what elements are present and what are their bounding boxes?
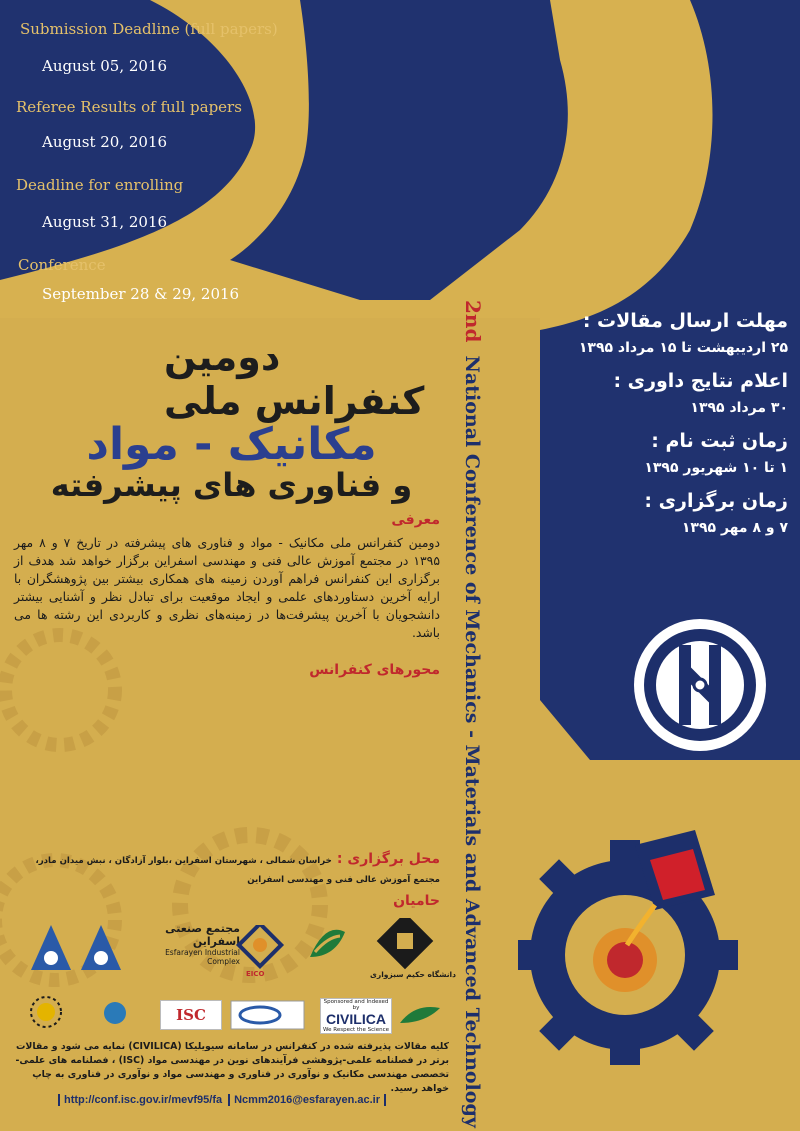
- sponsor-label-eic-fa: مجتمع صنعتی اسفراین: [165, 922, 240, 948]
- eico-logo-icon: [235, 925, 285, 970]
- sponsor-label-isc: ISC: [160, 1000, 222, 1030]
- topics-heading: محورهای کنفرانس: [309, 662, 440, 678]
- vertical-title-text: National Conference of Mechanics - Materials and Advanced Technology: [461, 355, 483, 1128]
- hakim-sabzevari-logo-icon: [375, 918, 435, 970]
- fa-date-value-enrolling: ۱ تا ۱۰ شهریور ۱۳۹۵: [644, 460, 788, 476]
- esfarayen-industrial-logo: [140, 922, 240, 966]
- website-link[interactable]: http://conf.isc.gov.ir/mevf95/fa: [58, 1094, 222, 1106]
- leaf-logo-icon: [300, 922, 355, 967]
- date-heading-referee: Referee Results of full papers: [16, 98, 242, 116]
- fa-date-heading-conference: زمان برگزاری :: [644, 490, 788, 512]
- azad-university-logo-icon: [26, 920, 126, 975]
- conference-index-logo-icon: [230, 1000, 305, 1030]
- date-heading-enrolling: Deadline for enrolling: [16, 176, 184, 194]
- persian-title: [14, 335, 449, 504]
- intro-section: [14, 512, 440, 642]
- date-heading-conference: Conference: [18, 256, 106, 274]
- sponsor-label-civilica-bottom: We Respect the Science: [323, 1027, 389, 1033]
- venue-section: [14, 848, 440, 886]
- persian-title-line3: و فناوری های پیشرفته: [50, 466, 413, 504]
- university-emblem-icon: [630, 615, 770, 755]
- vertical-title: [455, 300, 485, 1128]
- sponsor-label-eic-en: Esfarayen Industrial Complex: [165, 948, 240, 966]
- venue-heading: محل برگزاری :: [336, 851, 440, 867]
- email-link[interactable]: Ncmm2016@esfarayen.ac.ir: [228, 1094, 386, 1106]
- date-value-conference: September 28 & 29, 2016: [42, 285, 240, 303]
- gear-ladle-icon: [515, 805, 775, 1065]
- intro-text: دومین کنفرانس ملی مکانیک - مواد و فناوری های پیشرفته در تاریخ ۷ و ۸ مهر ۱۳۹۵ در مجتمع آموزش عالی فنی و مهندسی اسفراین برگزار خواهد شد هدف از برگزاری این کنفرانس فراهم آوردن زمینه های همکاری بیشتر بین پژوهشگران با ارایه آخرین دستاوردهای علمی و ایجاد موقعیت برای تبادل نظر و آشنایی بیشتر دانشجویان با آخرین پیشرفت‌ها در زمینه‌های نظری و کاربردی این رشته ها می باشد.: [14, 535, 440, 640]
- date-value-enrolling: August 31, 2016: [42, 213, 168, 231]
- sponsors-heading: حامیان: [393, 893, 440, 909]
- date-value-referee: August 20, 2016: [42, 133, 168, 151]
- date-value-submission: August 05, 2016: [42, 57, 168, 75]
- persian-title-line2: مکانیک - مواد: [86, 419, 377, 470]
- sponsor-label-eico: EICO: [246, 970, 265, 978]
- fa-date-heading-referee: اعلام نتایج داوری :: [613, 370, 788, 392]
- venue-text: خراسان شمالی ، شهرستان اسفراین ،بلوار آزادگان ، نبش میدان مادر، مجتمع آموزش عالی فنی و مهندسی اسفراین: [35, 856, 440, 885]
- sponsor-label-civilica-top: Sponsored and Indexed by: [323, 999, 389, 1011]
- footer-notice: کلیه مقالات پذیرفته شده در کنفرانس در سامانه سیویلیکا (CIVILICA) نمایه می شود و مقالات برتر در فصلنامه علمی-پژوهشی فرآیندهای نوین در مهندسی مواد (ISC) ، فصلنامه های علمی-تخصصی مهندسی مکانیک و نوآوری در فناوری و مهندسی مواد و نوآوری در فناوری به چاپ خواهد رسید.: [15, 1041, 449, 1094]
- date-heading-submission: Submission Deadline (full papers): [20, 20, 278, 38]
- sun-logo-icon: [26, 995, 66, 1030]
- vertical-title-ordinal: 2nd: [461, 300, 485, 343]
- persian-title-line1: دومین کنفرانس ملی: [164, 335, 425, 423]
- persian-dates: [538, 310, 788, 536]
- civilica-logo: [320, 998, 392, 1034]
- fa-date-heading-enrolling: زمان ثبت نام :: [651, 430, 788, 452]
- footer-links: [58, 1094, 386, 1106]
- sponsor-label-civilica: CIVILICA: [326, 1011, 386, 1027]
- sponsor-label-hakim: دانشگاه حکیم سبزواری: [370, 970, 456, 979]
- green-logo-icon: [395, 998, 445, 1030]
- fa-date-value-referee: ۳۰ مرداد ۱۳۹۵: [690, 400, 788, 416]
- fa-date-value-conference: ۷ و ۸ مهر ۱۳۹۵: [681, 520, 788, 536]
- intro-heading: معرفی: [391, 512, 440, 528]
- fa-date-heading-submission: مهلت ارسال مقالات :: [582, 310, 788, 332]
- research-logo-icon: [95, 998, 135, 1028]
- fa-date-value-submission: ۲۵ اردیبهشت تا ۱۵ مرداد ۱۳۹۵: [578, 340, 788, 356]
